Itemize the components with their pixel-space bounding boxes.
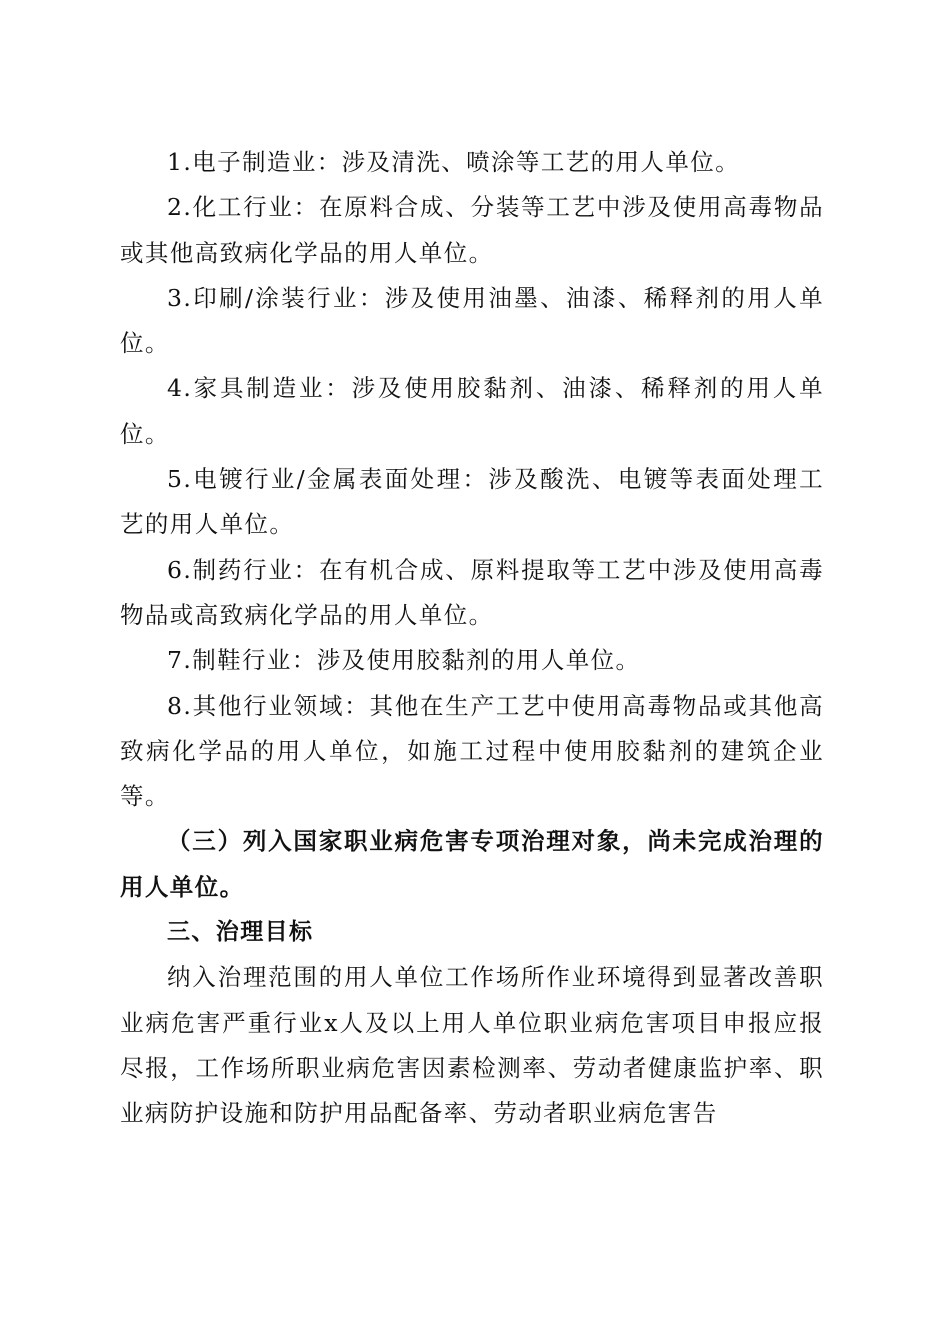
section-heading-goals: 三、治理目标 xyxy=(167,919,314,946)
industry-item-2: 2.化工行业：在原料合成、分装等工艺中涉及使用高毒物品或其他高致病化学品的用人单位。 xyxy=(120,193,824,267)
goals-paragraph: 纳入治理范围的用人单位工作场所作业环境得到显著改善职业病危害严重行业x人及以上用人单位职业病危害项目申报应报尽报，工作场所职业病危害因素检测率、劳动者健康监护率、职业病防护设施和防护用品配备率、劳动者职业病危害告 xyxy=(120,963,824,1128)
industry-item-7: 7.制鞋行业：涉及使用胶黏剂的用人单位。 xyxy=(167,646,641,675)
document-body xyxy=(120,140,824,1137)
clause-three: （三）列入国家职业病危害专项治理对象，尚未完成治理的用人单位。 xyxy=(120,827,824,901)
industry-item-5: 5.电镀行业/金属表面处理：涉及酸洗、电镀等表面处理工艺的用人单位。 xyxy=(120,465,824,539)
industry-item-8: 8.其他行业领域：其他在生产工艺中使用高毒物品或其他高致病化学品的用人单位，如施工过程中使用胶黏剂的建筑企业等。 xyxy=(120,691,824,811)
industry-item-6: 6.制药行业：在有机合成、原料提取等工艺中涉及使用高毒物品或高致病化学品的用人单位。 xyxy=(120,555,824,629)
industry-item-4: 4.家具制造业：涉及使用胶黏剂、油漆、稀释剂的用人单位。 xyxy=(120,374,824,448)
industry-item-3: 3.印刷/涂装行业：涉及使用油墨、油漆、稀释剂的用人单位。 xyxy=(120,283,824,358)
industry-item-1: 1.电子制造业：涉及清洗、喷涂等工艺的用人单位。 xyxy=(167,148,741,176)
